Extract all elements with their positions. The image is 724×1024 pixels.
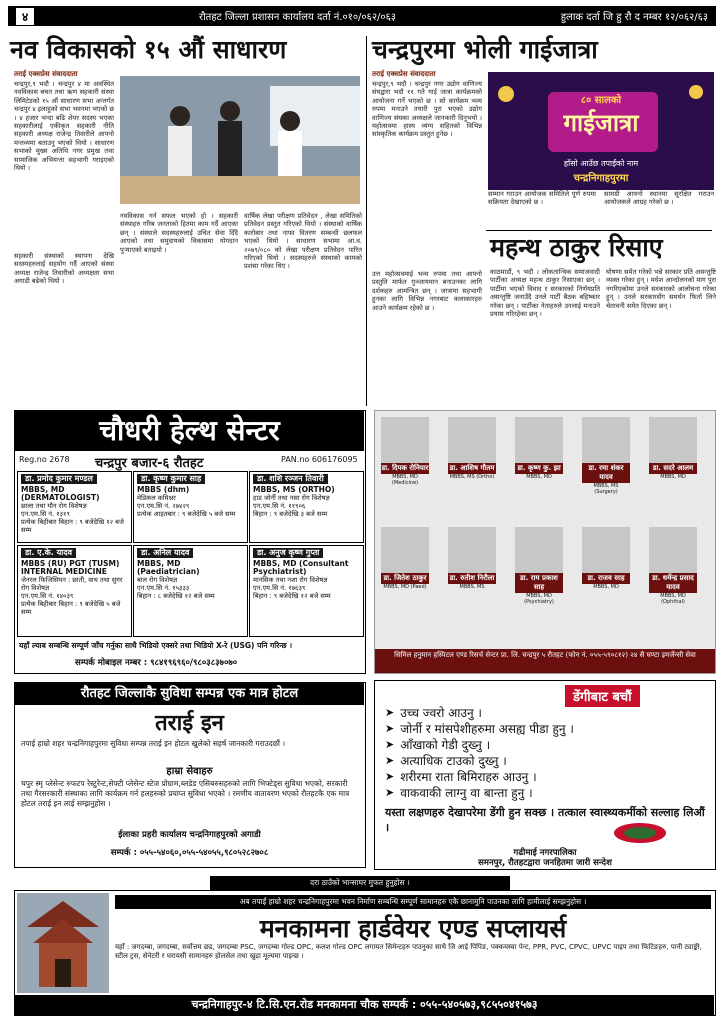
doctor-card-3 <box>249 471 364 543</box>
hospital-doctor-card <box>381 417 429 495</box>
hospital-doctor-card <box>649 527 697 605</box>
arrow-icon: ➤ <box>385 722 395 735</box>
hospital-doctor-card <box>448 417 496 495</box>
hotel-headline: रौतहट जिल्लाकै सुविधा सम्पन्न एक मात्र होटल <box>15 683 364 705</box>
arrow-icon: ➤ <box>385 770 395 783</box>
story3-headline: महन्थ ठाकुर रिसाए <box>490 233 663 262</box>
hardware-address: चन्द्रनिगाहपुर-४ टि.सि.एन.रोड मनकामना चौक सम्पर्क : ०५५-५४०५७३,९८५५०४१५७३ <box>15 995 714 1015</box>
doctor-desc: MBBS, MS <box>459 584 485 590</box>
doctor-time: बिहान : ९ बजेदेखि ३ बजे सम्म <box>253 510 328 518</box>
doctor-photo <box>381 527 429 573</box>
symptom-text: जोर्नी र मांसपेशीहरुमा असह्य पीडा हुनु । <box>400 722 574 736</box>
doctor-name: डा. कृष्ण कु. झा <box>515 463 563 474</box>
doctor-name: डा. राम प्रकाश साह <box>515 573 563 593</box>
doctor-desc: MBBS, MD <box>526 474 552 480</box>
doctor-name: डा. अनिल यादव <box>137 548 193 558</box>
doctor-card-2 <box>133 471 248 543</box>
divider <box>486 230 712 231</box>
doctor-card-4 <box>17 545 132 637</box>
health-reg-no: Reg.no 2678 <box>19 455 70 464</box>
column-divider <box>366 36 367 406</box>
doctor-time: प्रत्येक बिहीबार बिहान : ९ बजेदेखि १२ बजे सम्म <box>21 518 124 534</box>
doctor-desc: MBBS, MD <box>660 474 686 480</box>
doctor-time: बिहान : ९ बजेदेखि १२ बजे सम्म <box>253 592 331 600</box>
hospital-doctor-card <box>448 527 496 605</box>
nepal-emblem-icon <box>611 821 669 845</box>
doctor-degree: MBBS, MD (Consultant Psychiatrist) <box>253 559 349 576</box>
doctor-photo <box>582 527 630 573</box>
hotel-services: चपुर स्मृ प्लेसेन्ट रुफटप रेस्टुरेन्ट,सेफ्टी प्लेसेन्ट स्टेज प्रोग्राम,ब्लडेड एसिबरुसहरुको लागि भिफ्टेड्स सुविधा भएको, सरकारी तथा गैरसरकारी संस्थाका लागि कार्यक्रम गर्न हलहरुको प्रयाप्त सुविधा भएको । रमणीय वातावरण भएको रौतहटकै एक मात्र होटल तराई इन लाई सम्झनुहोस । <box>21 779 350 808</box>
symptom-text: आँखाको गेडी दुख्नु । <box>400 738 491 752</box>
story1-photo <box>120 76 360 204</box>
story2-column-1: चन्द्रपुर,९ भदौ । चन्द्रपुर नगर उद्योग वाणिज्य संघद्वारा भदौ ११ गते गाई जात्रा कार्यक्रमको आयोजना गर्ने भएको छ । सो कार्यक्रम भव्य रुपमा मनाउने तयारी पुरा भएको उद्योग वाणिज्य संघका अध्यक्षले जानकारी दिनुभयो । महोत्सवमा हास्य व्यंग्य सहितको विभिन्न सांस्कृतिक कार्यक्रम प्रस्तुत हुनेछ । <box>372 80 482 139</box>
hotel-services-title: हाम्रा सेवाहरु <box>166 766 213 777</box>
doctor-nmc: एन.एम.सि नं. २७४२९ <box>137 502 190 510</box>
doctor-degree: MBBS, MD (Paediatrician) <box>137 559 200 576</box>
doctor-nmc: एन.एम.सि नं. ११९०६ <box>253 502 306 510</box>
hotel-name: तराई इन <box>155 710 224 736</box>
temple-image <box>17 893 109 993</box>
story2-column-2: उत्त महोत्सवमाई भव्य रुपमा तथा आफ्नो प्रस्तुति मार्फत गुञ्जायमान बनाउनका लागि दर्शकहरु आमन्त्रित छन् । जात्रामा सहभागी हुनका लागि विभिन्न नगरबाट कलाकारहरु आउने कार्यक्रम रहेको छ । <box>372 270 482 312</box>
doctor-photo <box>381 417 429 463</box>
doctor-nmc: एन.एम.सि नं. १७६३९ <box>253 584 306 592</box>
story2-headline: चन्द्रपुरमा भोली गाईजात्रा <box>372 35 598 64</box>
hospital-doctor-card <box>515 527 563 605</box>
dengue-symptom <box>385 705 574 721</box>
health-pan: PAN.no 606176095 <box>281 455 358 464</box>
doctor-name: डा. प्रमोद कुमार मण्डल <box>21 474 97 484</box>
header-right-text: हुलाक दर्ता जि हु रौ द नम्बर १२/०६२/६३ <box>560 12 708 23</box>
story1-headline: नव विकासको १५ औं साधारण <box>10 35 287 64</box>
doctor-card-6 <box>249 545 364 637</box>
doctor-degree: MBBS, MS (ORTHO) <box>253 485 335 494</box>
page-header-bar <box>8 6 716 26</box>
dengue-symptom <box>385 753 574 769</box>
story1-column-1: चन्द्रपुर,९ भदौ । चन्द्रपुर ४ मा अवस्थित नवविकास बचत तथा ऋण सहकारी संस्था लिमिटेडको १५ औं साधारण सभा अन्तर्गत चन्द्रपुर ४ इलाहुको सभा भवनमा भएको छ । ४ हजार भन्दा बढि शेयर सदस्य भएका सहकारीलाई एकीकृत सहकारी नीति सहकारी अध्यक्ष राजेन्द्र तिवारीले आफ्नो मन्तव्यमा बताउनु भएको थियो । साधारण सभाको मुख्य अतिथि नगर प्रमुख तथा सामाजिक अभियन्ता सहभागी गराइएको थियो । <box>14 80 114 173</box>
dengue-advice: यस्ता लक्षणहरु देखापरेमा डेंगी हुन सक्छ । तत्काल स्वास्थ्यकर्मीको सल्लाह लिऔं । <box>385 806 705 834</box>
doctor-name: डा. शशि रञ्जन तिवारी <box>253 474 328 484</box>
doctor-photo <box>582 417 630 463</box>
doctor-specialty: मेडिकल कमिश्नर <box>137 494 176 502</box>
dengue-org: गढीमाई नगरपालिका <box>513 848 577 858</box>
header-left-text: रौतहट जिल्ला प्रशासन कार्यालय दर्ता नं.०१०/०६२/०६३ <box>198 12 396 23</box>
dengue-symptom <box>385 721 574 737</box>
story1-column-1b: सहकारी संस्थाको स्थापना देखि सदस्यहरुलाई सहयोग गर्दै आएको संस्था अध्यक्ष राजेन्द्र तिवारीको अध्यक्षता सभा अगाडी बढेको थियो । <box>14 252 114 286</box>
doctor-specialty: बाल रोग विशेषज्ञ <box>137 576 178 584</box>
doctor-name: डा. कृष्ण कुमार साह <box>137 474 205 484</box>
doctor-desc: MBBS, MD (Psychiatry) <box>524 593 554 605</box>
symptom-text: शरीरमा राता बिमिराहरु आउनु । <box>400 770 537 784</box>
doctor-specialty: जेनरल फिजिसियन : छाती, वाथ तथा सुगर रोग विशेषज्ञ <box>21 576 123 592</box>
story3-column-2: घोषणा समेत गरेको भन्ने सरकार प्रति असन्तुष्टि व्यक्त गरेका हुन् । मधेश आन्दोलनको माग पुरा नगरिएकोमा उनले सरकारको आलोचना गरेका हुन् । उनले सरकारसँग समर्थन फिर्ता लिने चेतावनी समेत दिएका छन् । <box>606 268 716 310</box>
doctor-time: प्रत्येक बिहीबार बिहान : ९ बजेदेखि ५ बजे सम्म <box>21 600 121 616</box>
poster-line3: चन्द्रनिगाहपुरमा <box>573 173 629 184</box>
story1-column-2: नवविकास गर्न सफल भएको हो । सहकारी संस्थाहरु गरिब जनताको हितमा काम गर्दै आएका छन् । संस्थाले सदस्यहरुलाई उचित सेवा दिँदै आएको तथा समुदायको विकासमा योगदान पुर्‍याएको बताइयो । <box>120 212 238 254</box>
doctor-name: डा. सदरे आलम <box>649 463 697 474</box>
hardware-tagline: अब तपाईं हाम्रो शहर चन्द्रनिगाहपुरमा भवन निर्माण सम्बन्धि सम्पूर्ण सामानहरु एकै छानामुनि पाउनका लागि हामीलाई सम्झनुहोस । <box>115 895 711 909</box>
symptom-text: वाकवाकी लाग्नु वा बान्ता हुनु । <box>400 786 533 800</box>
doctor-photo <box>448 527 496 573</box>
hotel-ad <box>14 682 366 868</box>
dengue-symptom <box>385 785 574 801</box>
dengue-symptom-list <box>385 705 574 801</box>
hospital-doctor-card <box>582 417 630 495</box>
hospital-doctor-row-1 <box>381 417 697 495</box>
doctor-specialty: हाड जोर्नी तथा नसा रोग विशेषज्ञ <box>253 494 330 502</box>
doctor-photo <box>649 417 697 463</box>
health-footer-1: यहाँ ल्याब सम्बन्धि सम्पूर्ण जाँच गर्नुका साथै भिडियो एक्सरे तथा भिडियो X-रे (USG) पनि गरिन्छ । <box>19 641 293 650</box>
story3-column-1: काठमाडौं, ९ भदौ । लोकतान्त्रिक समाजवादी पार्टीका अध्यक्ष महन्थ ठाकुर रिसाएका छन् । पार्टीमा भएको विवाद र सरकारको निर्णयप्रति असन्तुष्टि जनाउँदै उनले पार्टी बैठक बहिष्कार गरेका छन् । पार्टीका नेताहरुले उनलाई मनाउने प्रयास गरिरहेका छन् । <box>490 268 600 319</box>
doctor-card-1 <box>17 471 132 543</box>
hospital-doctor-card <box>582 527 630 605</box>
doctor-desc: MBBS, MD (Ophthal) <box>660 593 686 605</box>
health-center-ad <box>14 410 366 674</box>
doctor-photo <box>448 417 496 463</box>
doctor-name: डा. दिपक रोनियार <box>381 464 429 472</box>
hospital-footer: सिमिल हनुमान हस्पिटल एण्ड रिसर्च सेन्टर प्रा. लि. चन्द्रपुर ५ रौतहट (फोन नं. ०५५-५९०८१२) २४ सै घण्टा इमर्जेन्सी सेवा <box>375 649 715 673</box>
doctor-name: डा. आशिष गौतम <box>449 464 495 472</box>
hospital-doctor-card <box>381 527 429 605</box>
hotel-contact: सम्पर्क : ०५५-५४०६०,०५५-५४०५५,९८०५२८२७०८ <box>110 848 269 858</box>
doctor-name: डा. रमा शंकर यादव <box>582 463 630 483</box>
hospital-doctor-card <box>515 417 563 495</box>
doctor-degree: MBBS (RU) PGT (TUSM) INTERNAL MEDICINE <box>21 559 120 576</box>
hotel-intro: तपाई हाम्रो शहर चन्द्रनिगाहपुरमा सुविधा सम्पन्न तराई इन होटल खुलेको सहर्ष जानकारी गराउदछौं । <box>21 739 286 748</box>
story1-column-3: वार्षिक लेखा परीक्षण प्रतिवेदन , लेखा समितिको प्रतिवेदन प्रस्तुत गरिएको थियो । संस्थाको वार्षिक कारोबार तथा नाफा वितरण सम्बन्धी छलफल भएको थियो । साधारण सभामा आ.व. २०७९/०८० को लेखा परीक्षण प्रतिवेदन पारित गरिएको थियो । सदस्यहरुले संस्थाको कामको प्रशंसा गरेका थिए । <box>244 212 362 271</box>
doctor-specialty: छाला तथा यौन रोग विशेषज्ञ <box>21 502 87 510</box>
hospital-doctor-card <box>649 417 697 495</box>
doctor-degree: MBBS (dhm) <box>137 485 190 494</box>
symptom-text: अत्याधिक टाउको दुख्नु । <box>400 754 507 768</box>
hospital-ad <box>374 410 716 674</box>
dengue-symptom <box>385 769 574 785</box>
doctor-desc: MBBS, MD <box>593 584 619 590</box>
doctor-desc: MBBS, MD (Paed) <box>383 584 427 590</box>
doctor-degree: MBBS, MD (DERMATOLOGIST) <box>21 485 100 502</box>
health-footer-2: सम्पर्क मोबाइल नम्बर : ९८४१९६९६०/९८०३८३७०७० <box>75 658 238 668</box>
doctor-nmc: एन.एम.सि नं. १३१९ <box>21 510 70 518</box>
doctor-photo <box>515 417 563 463</box>
story1-reporter: तराई एक्सप्रेस संवाददाता <box>14 70 78 78</box>
doctor-name: डा. अनुज कृष्ण गुप्ता <box>253 548 323 558</box>
hotel-address: ईलाका प्रहरी कार्यालय चन्द्रनिगाहपुरको अगाडी <box>118 830 261 840</box>
hospital-doctor-row-2 <box>381 527 697 605</box>
doctor-name: डा. धर्मेन्द्र प्रसाद यादव <box>649 573 697 593</box>
doctor-time: बिहान : ८ बजेदेखि १२ बजे सम्म <box>137 592 215 600</box>
doctor-card-5 <box>133 545 248 637</box>
hardware-ad <box>14 890 716 1016</box>
health-location: चन्द्रपुर बजार-६ रौतहट <box>95 456 204 471</box>
story2-reporter: तराई एक्सप्रेस संवाददाता <box>372 70 436 78</box>
symptom-text: उच्च ज्वरो आउनु । <box>400 706 482 720</box>
poster-line2: हाँसो आउँछ तपाईंको नाम <box>563 159 639 168</box>
arrow-icon: ➤ <box>385 738 395 751</box>
hardware-name: मनकामना हार्डवेयर एण्ड सप्लायर्स <box>259 914 567 943</box>
arrow-icon: ➤ <box>385 754 395 767</box>
health-title: चौधरी हेल्थ सेन्टर <box>15 411 364 451</box>
poster-line1: ८० सालको <box>580 95 622 106</box>
dengue-symptom <box>385 737 574 753</box>
page-number: ४ <box>16 8 34 25</box>
doctor-time: प्रत्येक आइतबार : ९ बजेदेखि ५ बजे सम्म <box>137 510 236 518</box>
arrow-icon: ➤ <box>385 706 395 719</box>
poster-title: गाईजात्रा <box>563 108 639 137</box>
gaijatra-poster <box>488 72 714 190</box>
poster-caption-right: सामग्री आफ्नो स्थानमा सुरक्षित गराउन आयोजकले आग्रह गरेको छ । <box>604 190 714 207</box>
doctor-name: डा. रुतीश निरौला <box>449 574 495 582</box>
hardware-top-strip: दरा ठाउँको भान्साघर मुफत हुनुहोस । <box>210 876 510 890</box>
hardware-products: यहाँ : जगदम्बा, जगदम्बा, सर्वोत्तम छड, जगदम्बा PSC, जगदम्बा गोल्ड OPC, कलश गोल्ड OPC लगायत सिमेन्टहरु पाउनुका साथै जि आई पिपिङ, पक्कयस्वा पेन्ट, PPR, PVC, CPVC, UPVC पाइप तथा फिटिङहरु, पानी ट्याङ्की, स्टील ट्रस, सेनेटरी र घरायसी सामानहरु होलसेल तथा खुद्रा मूल्यमा पाइन्छ । <box>115 943 702 960</box>
dengue-title: डेंगीबाट बचौं <box>565 685 640 707</box>
doctor-nmc: एन.एम.सि नं. १४०३९ <box>21 592 74 600</box>
doctor-photo <box>515 527 563 573</box>
arrow-icon: ➤ <box>385 786 395 799</box>
doctor-name: डा. ए.के. यादव <box>21 548 76 558</box>
doctor-desc: MBBS, MS (Ortho) <box>449 474 495 480</box>
doctor-name: डा. राजव साह <box>582 573 630 584</box>
doctor-specialty: मानसिक तथा नशा रोग विशेषज्ञ <box>253 576 328 584</box>
doctor-photo <box>649 527 697 573</box>
dengue-ad <box>374 680 716 870</box>
dengue-issuer: समनपुर, रौतहटद्वारा जनहितमा जारी सन्देश <box>478 858 612 868</box>
doctor-desc: MBBS, MD (Medicine) <box>391 474 419 486</box>
doctor-name: डा. जितेश ठाकुर <box>381 573 429 584</box>
poster-caption: सम्मान गराउन आयोजक समितिले पूर्ण रुपमा सक्रियता देखाएको छ । <box>488 190 596 207</box>
doctor-desc: MBBS, MS (Surgery) <box>593 483 619 495</box>
doctor-nmc: एन.एम.सि नं. १५३३३ <box>137 584 190 592</box>
